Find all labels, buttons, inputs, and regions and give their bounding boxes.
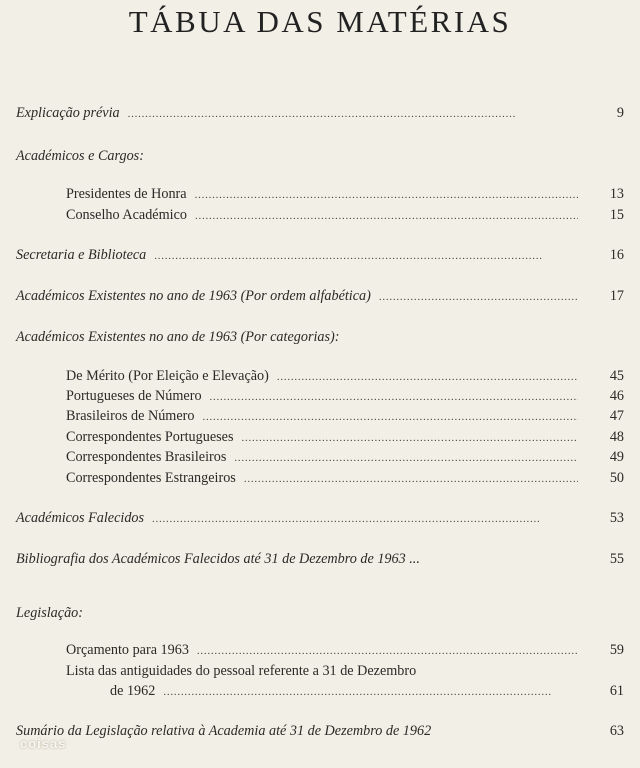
toc-entry-label: Presidentes de Honra bbox=[66, 186, 187, 202]
watermark-logo: coisas bbox=[20, 736, 67, 751]
toc-entry-label: de 1962 bbox=[110, 683, 156, 699]
toc-entry-label: Correspondentes Brasileiros bbox=[66, 449, 227, 465]
toc-page-number: 45 bbox=[609, 368, 624, 384]
leader-dots bbox=[152, 509, 578, 529]
toc-page-number: 59 bbox=[609, 642, 624, 658]
toc-section-heading: Académicos e Cargos: bbox=[16, 148, 144, 164]
toc-entry-label: Conselho Académico bbox=[66, 207, 187, 223]
leader-dots bbox=[234, 448, 578, 468]
toc-entry-label: Orçamento para 1963 bbox=[66, 642, 189, 658]
toc-entry-presidentes bbox=[66, 184, 624, 204]
toc-entry-label: Académicos Falecidos bbox=[16, 510, 145, 526]
toc-entry-portugueses-numero bbox=[66, 386, 624, 406]
toc-entry-label: Académicos Existentes no ano de 1963 (Por ordem alfabética) bbox=[16, 288, 371, 304]
toc-page-number: 16 bbox=[609, 247, 624, 263]
toc-entry-correspondentes-brasileiros bbox=[66, 447, 624, 467]
toc-entry-label: Secretaria e Biblioteca bbox=[16, 247, 147, 263]
toc-entry-label: Lista das antiguidades do pessoal referente a 31 de Dezembro bbox=[66, 663, 417, 679]
toc-section-heading: Legislação: bbox=[16, 605, 83, 621]
toc-entry-secretaria bbox=[16, 245, 624, 265]
leader-dots bbox=[379, 287, 578, 307]
toc-entry-correspondentes-estrangeiros bbox=[66, 468, 624, 488]
leader-dots bbox=[197, 641, 578, 661]
toc-entry-bibliografia bbox=[16, 549, 624, 569]
toc-entry-explicacao bbox=[16, 103, 624, 123]
toc-entry-label: Brasileiros de Número bbox=[66, 408, 195, 424]
toc-entry-label: Correspondentes Portugueses bbox=[66, 429, 234, 445]
toc-page-number: 63 bbox=[609, 723, 624, 739]
toc-entry-sumario bbox=[16, 721, 624, 741]
page-title: TÁBUA DAS MATÉRIAS bbox=[128, 4, 512, 39]
leader-dots bbox=[241, 428, 578, 448]
leader-dots bbox=[195, 185, 578, 205]
toc-entry-lista-antiguidades-line2 bbox=[110, 681, 624, 701]
toc-page-number: 9 bbox=[616, 105, 624, 121]
toc-entry-label: Bibliografia dos Académicos Falecidos até 31 de Dezembro de 1963 ... bbox=[16, 551, 420, 567]
leader-dots bbox=[277, 367, 578, 387]
toc-entry-orcamento bbox=[66, 640, 624, 660]
toc-entry-label: Explicação prévia bbox=[16, 105, 120, 121]
toc-entry-label: Correspondentes Estrangeiros bbox=[66, 470, 236, 486]
toc-entry-brasileiros-numero bbox=[66, 406, 624, 426]
leader-dots bbox=[163, 682, 578, 702]
toc-page-number: 49 bbox=[609, 449, 624, 465]
toc-page-number: 55 bbox=[609, 551, 624, 567]
toc-page-number: 17 bbox=[609, 288, 624, 304]
leader-dots bbox=[154, 246, 578, 266]
leader-dots bbox=[244, 469, 578, 489]
toc-entry-label: De Mérito (Por Eleição e Elevação) bbox=[66, 368, 269, 384]
toc-entry-conselho bbox=[66, 205, 624, 225]
leader-dots bbox=[202, 407, 578, 427]
toc-page-number: 46 bbox=[609, 388, 624, 404]
toc-entry-correspondentes-portugueses bbox=[66, 427, 624, 447]
toc-page-number: 13 bbox=[609, 186, 624, 202]
toc-entry-existentes-alfabetica bbox=[16, 286, 624, 306]
toc-entry-falecidos bbox=[16, 508, 624, 528]
toc-entry-label: Sumário da Legislação relativa à Academia até 31 de Dezembro de 1962 bbox=[16, 723, 432, 739]
toc-page-number: 48 bbox=[609, 429, 624, 445]
toc-entry-merito bbox=[66, 366, 624, 386]
toc-page-number: 15 bbox=[609, 207, 624, 223]
leader-dots bbox=[195, 206, 578, 226]
leader-dots bbox=[210, 387, 578, 407]
toc-entry-lista-antiguidades-line1 bbox=[66, 661, 624, 681]
toc-page-number: 61 bbox=[609, 683, 624, 699]
toc-page-number: 53 bbox=[609, 510, 624, 526]
toc-page-number: 50 bbox=[609, 470, 624, 486]
toc-entry-label: Portugueses de Número bbox=[66, 388, 202, 404]
toc-page-number: 47 bbox=[609, 408, 624, 424]
toc-section-heading: Académicos Existentes no ano de 1963 (Por categorias): bbox=[16, 329, 340, 345]
leader-dots bbox=[128, 104, 578, 124]
